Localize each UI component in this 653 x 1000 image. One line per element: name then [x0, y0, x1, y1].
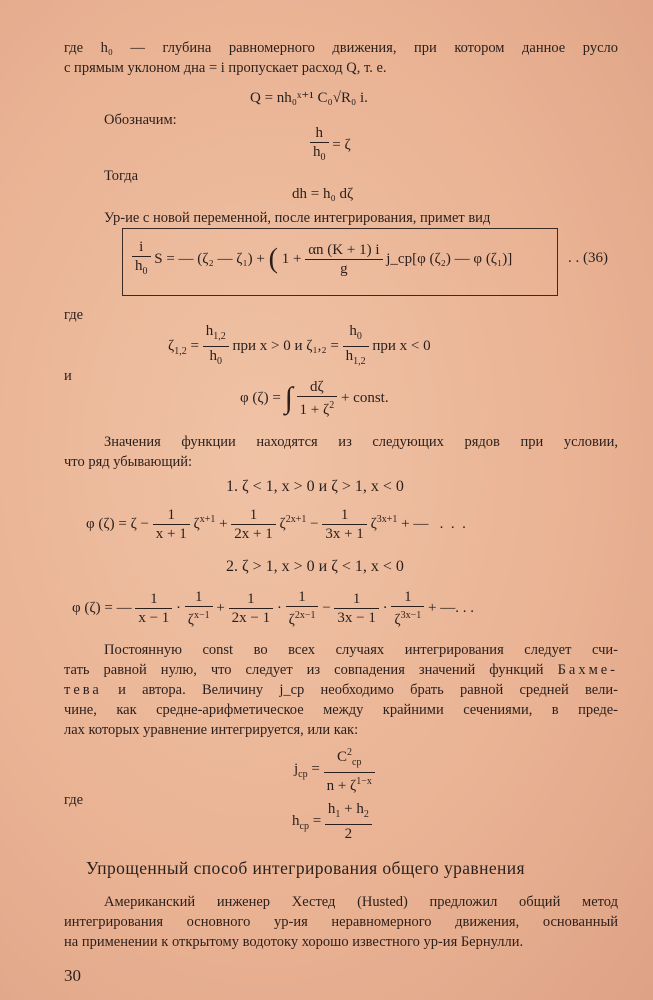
- paragraph-const-line2: [64, 660, 618, 680]
- const-line3-b: и автора. Величину j_cp необходимо брать равной средней вели-: [118, 682, 619, 698]
- paragraph-series-line1: Значения функции находятся из следующих рядов при условии,: [104, 434, 618, 450]
- paragraph-const-line5: лах которых уравнение интегрируется, или как:: [64, 722, 359, 738]
- equation-discharge: [250, 88, 368, 107]
- author-name-bakhmetev: Бахме-: [557, 662, 619, 678]
- zeta-cond-mid: при x > 0 и ζ₁,₂ =: [232, 337, 343, 354]
- paragraph-series-line2: что ряд убывающий:: [64, 454, 193, 470]
- phi-integral-tail: + const.: [340, 389, 389, 406]
- equation-number-36: . . (36): [568, 250, 608, 266]
- equation-phi-integral: φ (ζ) = ∫ $\frac{d\zeta}{1 + \zeta^2}$ + const.: [240, 379, 389, 418]
- equation-36: $\frac{i}{h_0}$ S = — (ζ₂ — ζ₁) + ( 1 + $\frac{\alpha n (K + 1) i}{g}$ j_cp[φ (ζ₂) — φ (ζ₁)]: [132, 238, 512, 281]
- label-where-2: где: [64, 792, 84, 808]
- fraction-1-over-zeta-3x-minus-1: $\frac{1}{\zeta^{3x-1}}$: [391, 588, 424, 629]
- paragraph-const-line4: чине, как средне-арифметическое между крайними сечениями, в преде-: [64, 702, 618, 718]
- fraction-1-over-2x-plus-1: $\frac{1}{2x + 1}$: [231, 506, 275, 543]
- zeta-def-rhs: = ζ: [332, 136, 351, 153]
- fraction-1-over-3x-plus-1: $\frac{1}{3x + 1}$: [322, 506, 366, 543]
- equation-series-2: φ (ζ) = — $\frac{1}{x - 1}$ · $\frac{1}{\zeta^{x-1}}$ + $\frac{1}{2x - 1}$ · $\frac{1}{\zeta^{2x-1}}$ − $\frac{1}{3x - 1}$ · $\frac{1}{\zeta^{3x-1}}$ + —. . .: [72, 589, 474, 628]
- label-then: Тогда: [104, 168, 139, 184]
- paragraph-intro-line1: где h₀ — глубина равномерного движения, при котором данное русло: [64, 40, 618, 56]
- eq36-part1: S = — (ζ₂ — ζ₁) +: [154, 250, 269, 267]
- const-line2-a: тать равной нулю, что следует из совпадения значений функций: [64, 662, 544, 678]
- page-number: 30: [64, 966, 81, 985]
- section-heading: Упрощенный способ интегрирования общего уравнения: [86, 858, 526, 878]
- label-denote: Обозначим:: [104, 112, 177, 128]
- equation-zeta-conditions: $\zeta_{1,2}$ = $\frac{h_{1,2}}{h_0}$ при x > 0 и ζ₁,₂ = $\frac{h_0}{h_{1,2}}$ при x < 0: [168, 322, 431, 371]
- equation-series-1: φ (ζ) = ζ − $\frac{1}{x + 1}$ $\zeta^{x+1}$ + $\frac{1}{2x + 1}$ $\zeta^{2x+1}$ − $\frac{1}{3x + 1}$ $\zeta^{3x+1}$ + — . . .: [86, 507, 466, 542]
- fraction-h-mean: $\frac{h_1 + h_2}{2}$: [325, 800, 372, 843]
- condition-case-2: 2. ζ > 1, x > 0 и ζ < 1, x < 0: [226, 558, 404, 575]
- paragraph-final-line3: на применении к открытому водотоку хорошо известного ур-ия Бернулли.: [64, 934, 524, 950]
- fraction-1-over-2x-minus-1: $\frac{1}{2x - 1}$: [229, 590, 273, 627]
- fraction-h12-over-h0: $\frac{h_{1,2}}{h_0}$: [203, 322, 229, 371]
- equation-discharge-text: Q = nh₀ˣ⁺¹ C₀√R₀ i.: [250, 90, 368, 106]
- equation-zeta-definition: [310, 124, 351, 167]
- equation-h-average: $h_{cp}$ = $\frac{h_1 + h_2}{2}$: [292, 800, 372, 843]
- equation-j-average: $j_{cp}$ = $\frac{C^2_{cp}}{n + \zeta^{1-x}}$: [294, 744, 375, 795]
- fraction-alpha-n: $\frac{\alpha n (K + 1) i}{g}$: [305, 241, 382, 278]
- fraction-dzeta: $\frac{d\zeta}{1 + \zeta^2}$: [297, 378, 338, 419]
- fraction-h-over-h0: $\frac{h}{h_0}$: [310, 124, 329, 167]
- condition-case-1: 1. ζ < 1, x > 0 и ζ > 1, x < 0: [226, 478, 404, 495]
- paragraph-final-line2: интегрирования основного ур-ия неравномерного движения, основанный: [64, 914, 618, 930]
- fraction-c2: $\frac{C^2_{cp}}{n + \zeta^{1-x}}$: [324, 744, 375, 795]
- paragraph-const-line1: Постоянную const во всех случаях интегрирования следует счи-: [104, 642, 618, 658]
- eq36-part2: 1 +: [281, 250, 306, 267]
- equation-differential: dh = h₀ dζ: [292, 186, 354, 202]
- label-where-1: где: [64, 307, 84, 323]
- eq36-part3: j_cp[φ (ζ₂) — φ (ζ₁)]: [386, 250, 513, 267]
- paragraph-equation-intro: Ур-ие с новой переменной, после интегрирования, примет вид: [104, 210, 491, 226]
- fraction-i-over-h0: $\frac{i}{h_0}$: [132, 238, 151, 281]
- fraction-1-over-3x-minus-1: $\frac{1}{3x - 1}$: [334, 590, 378, 627]
- paragraph-intro-line2: с прямым уклоном дна = i пропускает расход Q, т. е.: [64, 60, 387, 76]
- zeta-cond-end: при x < 0: [372, 337, 431, 354]
- paragraph-final-line1: Американский инженер Хестед (Husted) предложил общий метод: [104, 894, 618, 910]
- fraction-1-over-x-plus-1: $\frac{1}{x + 1}$: [153, 506, 190, 543]
- label-and: и: [64, 368, 72, 384]
- fraction-1-over-x-minus-1: $\frac{1}{x - 1}$: [135, 590, 172, 627]
- author-name-bakhmetev-end: тева: [64, 682, 102, 698]
- paragraph-const-line3: [64, 680, 618, 700]
- fraction-1-over-zeta-x-minus-1: $\frac{1}{\zeta^{x-1}}$: [185, 588, 213, 629]
- fraction-1-over-zeta-2x-minus-1: $\frac{1}{\zeta^{2x-1}}$: [286, 588, 319, 629]
- fraction-h0-over-h12: $\frac{h_0}{h_{1,2}}$: [343, 322, 369, 371]
